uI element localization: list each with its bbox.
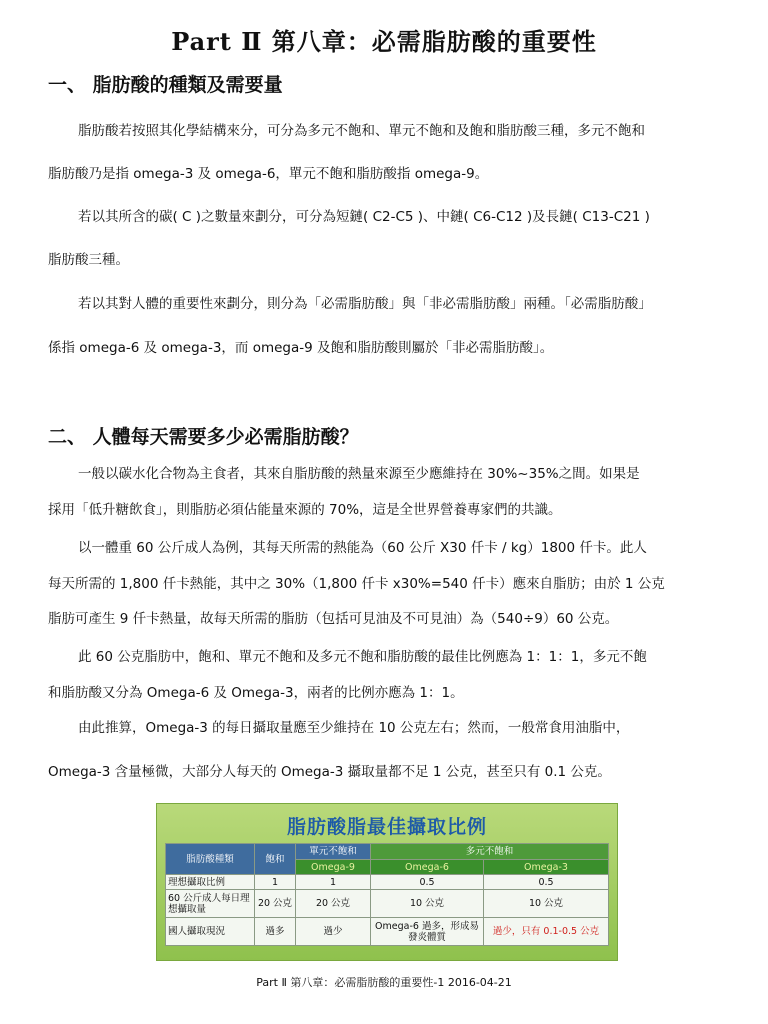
section1-line: 若以其對人體的重要性來劃分，則分為「必需脂肪酸」與「非必需脂肪酸」兩種。「必需脂肪酸」: [78, 296, 652, 312]
page-footer: Part Ⅱ 第八章：必需脂肪酸的重要性-1 2016-04-21: [256, 976, 512, 989]
table-header-cell: 飽和: [255, 844, 296, 875]
section2-line: 和脂肪酸又分為 Omega-6 及 Omega-3，兩者的比例亦應為 1：1。: [48, 685, 464, 701]
section1-line: 若以其所含的碳( C )之數量來劃分，可分為短鏈( C2-C5 )、中鏈( C6-C12 )及長鏈( C13-C21 ): [78, 209, 650, 225]
section2-line: 一般以碳水化合物為主食者，其來自脂肪酸的熱量來源至少應維持在 30%~35%之間。如果是: [78, 466, 640, 482]
table-row-label: 60 公斤成人每日理想攝取量: [166, 890, 255, 918]
table-row: [166, 918, 609, 946]
table-row: [166, 890, 609, 918]
table-cell: 過少，只有 0.1-0.5 公克: [484, 918, 609, 946]
section2-line: Omega-3 含量極微，大部分人每天的 Omega-3 攝取量都不足 1 公克，甚至只有 0.1 公克。: [48, 764, 611, 780]
fatty-acid-table-figure: [156, 803, 618, 961]
table-subheader-cell: Omega-6: [371, 860, 484, 875]
section1-line: 脂肪酸若按照其化學結構來分，可分為多元不飽和、單元不飽和及飽和脂肪酸三種，多元不飽和: [78, 123, 645, 139]
table-header-cell: 單元不飽和: [296, 844, 371, 860]
section2-line: 採用「低升糖飲食」，則脂肪必須佔能量來源的 70%，這是全世界營養專家們的共識。: [48, 502, 562, 518]
table-cell: 1: [255, 875, 296, 890]
section2-line: 此 60 公克脂肪中，飽和、單元不飽和及多元不飽和脂肪酸的最佳比例應為 1：1：1，多元不飽: [78, 649, 647, 665]
section1-heading: 一、 脂肪酸的種類及需要量: [48, 74, 283, 96]
table-cell: 過少: [296, 918, 371, 946]
table-cell: Omega-6 過多，形成易發炎體質: [371, 918, 484, 946]
section1-line: 脂肪酸乃是指 omega-3 及 omega-6，單元不飽和脂肪酸指 omega-9。: [48, 166, 489, 182]
table-cell: 20 公克: [255, 890, 296, 918]
table-cell: 0.5: [371, 875, 484, 890]
table-cell: 20 公克: [296, 890, 371, 918]
section2-heading: 二、 人體每天需要多少必需脂肪酸？: [48, 426, 359, 448]
section2-line: 由此推算，Omega-3 的每日攝取量應至少維持在 10 公克左右；然而，一般常食用油脂中，: [78, 720, 630, 736]
table-cell: 過多: [255, 918, 296, 946]
section1-line: 脂肪酸三種。: [48, 252, 129, 268]
section1-line: 係指 omega-6 及 omega-3，而 omega-9 及飽和脂肪酸則屬於「非必需脂肪酸」。: [48, 340, 554, 356]
table-header-cell: 多元不飽和: [371, 844, 609, 860]
table-cell: 10 公克: [484, 890, 609, 918]
table-subheader-cell: Omega-9: [296, 860, 371, 875]
section2-line: 脂肪可產生 9 仟卡熱量，故每天所需的脂肪（包括可見油及不可見油）為（540÷9）60 公克。: [48, 611, 619, 627]
table-subheader-cell: Omega-3: [484, 860, 609, 875]
table-row: [166, 875, 609, 890]
fatty-acid-table: [165, 843, 609, 946]
table-title: 脂肪酸脂最佳攝取比例: [286, 816, 487, 838]
section2-line: 以一體重 60 公斤成人為例，其每天所需的熱能為（60 公斤 X30 仟卡 / kg）1800 仟卡。此人: [78, 540, 647, 556]
table-header-cell: 脂肪酸種類: [166, 844, 255, 875]
table-row-label: 國人攝取現況: [166, 918, 255, 946]
table-cell: 0.5: [484, 875, 609, 890]
table-cell: 10 公克: [371, 890, 484, 918]
section2-line: 每天所需的 1,800 仟卡熱能，其中之 30%（1,800 仟卡 x30%=540 仟卡）應來自脂肪；由於 1 公克: [48, 576, 665, 592]
table-row-label: 理想攝取比例: [166, 875, 255, 890]
page-title: Part Ⅱ 第八章：必需脂肪酸的重要性: [171, 27, 597, 56]
table-cell: 1: [296, 875, 371, 890]
